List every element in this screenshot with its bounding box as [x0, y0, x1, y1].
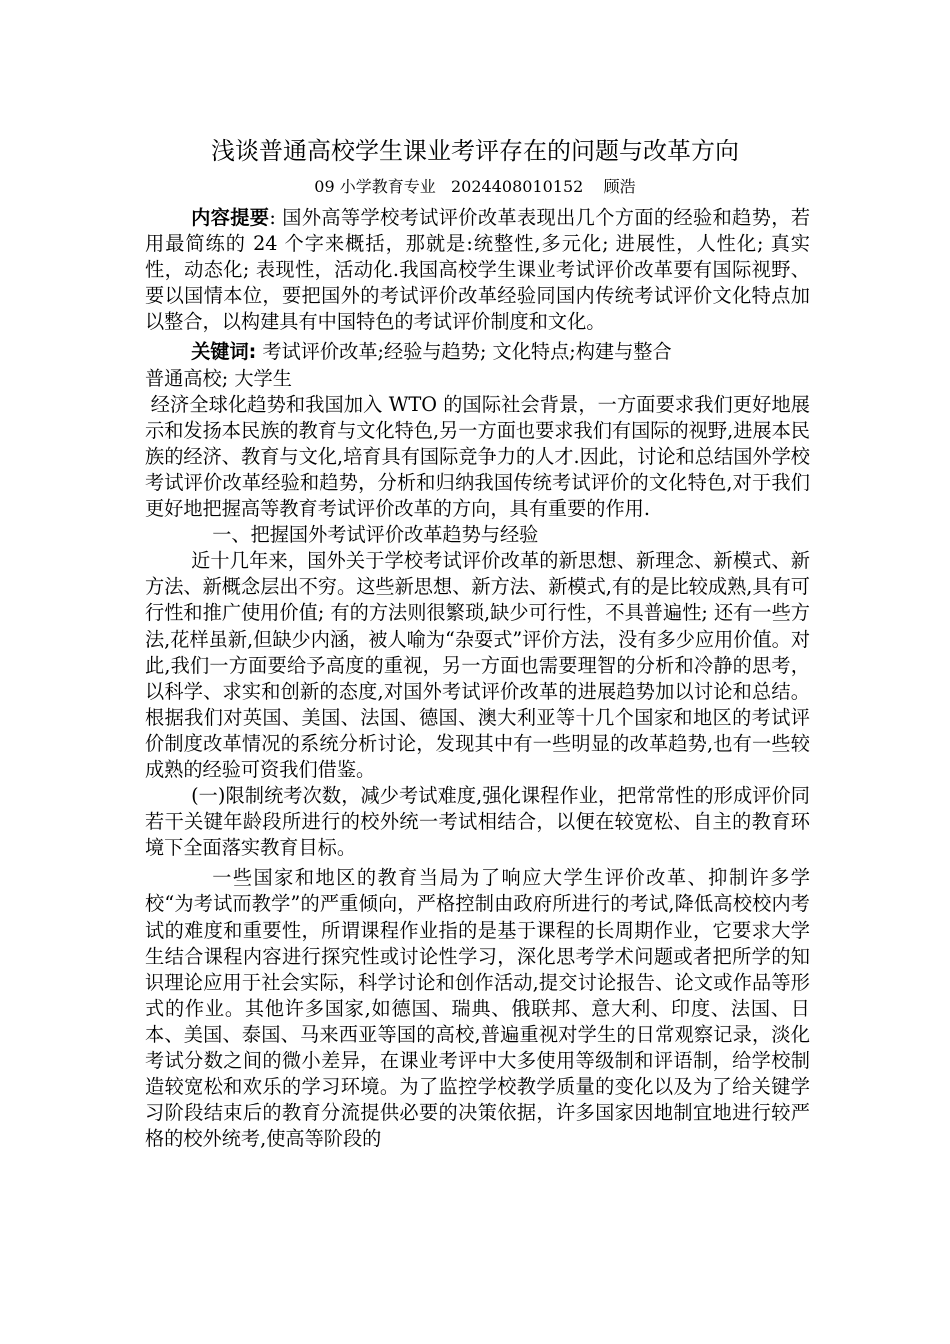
- paper-body: [145, 205, 810, 1152]
- paper-title: 浅谈普通高校学生课业考评存在的问题与改革方向: [211, 137, 739, 165]
- section-heading-1: 一、把握国外考试评价改革趋势与经验: [212, 523, 539, 547]
- abstract-text: : 国外高等学校考试评价改革表现出几个方面的经验和趋势，若用最简练的 24 个字来概括，那就是:统整性,多元化; 进展性，人性化; 真实性，动态化; 表现性，活动化.我国高校学生课业考试评价改革要有国际视野、要以国情本位，要把国外的考试评价改革经验同国内传统考试评价文化特点加以整合，以构建具有中国特色的考试评价制度和文化。: [145, 206, 811, 334]
- keywords-line-2: 普通高校; 大学生: [145, 366, 292, 390]
- keywords-text: 考试评价改革;经验与趋势; 文化特点;构建与整合: [256, 340, 672, 364]
- abstract-label: 内容提要: [191, 206, 270, 229]
- body-paragraph-2: 一些国家和地区的教育当局为了响应大学生评价改革、抑制许多学校“为考试而教学”的严重倾向，严格控制由政府所进行的考试,降低高校校内考试的难度和重要性，所谓课程作业指的是基于课程的长周期作业，它要求大学生结合课程内容进行探究性或讨论性学习，深化思考学术问题或者把所学的知识理论应用于社会实际，科学讨论和创作活动,提交讨论报告、论文或作品等形式的作业。其他许多国家,如德国、瑞典、俄联邦、意大利、印度、法国、日本、美国、泰国、马来西亚等国的高校,普遍重视对学生的日常观察记录，淡化考试分数之间的微小差异，在课业考评中大多使用等级制和评语制，给学校制造较宽松和欢乐的学习环境。为了监控学校教学质量的变化以及为了给关键学习阶段结束后的教育分流提供必要的决策依据，许多国家因地制宜地进行较严格的校外统考,使高等阶段的: [145, 866, 810, 1151]
- keywords-line: [145, 339, 810, 365]
- keywords-label: 关键词:: [191, 340, 257, 364]
- intro-paragraph: 经济全球化趋势和我国加入 WTO 的国际社会背景，一方面要求我们更好地展示和发扬本民族的教育与文化特色,另一方面也要求我们有国际的视野,进展本民族的经济、教育与文化,培育具有国际竞争力的人才.因此，讨论和总结国外学校考试评价改革经验和趋势，分析和归纳我国传统考试评价的文化特色,对于我们更好地把握高等教育考试评价改革的方向，具有重要的作用.: [145, 392, 810, 521]
- author-line: 09 小学教育专业 2024408010152 顾浩: [314, 177, 636, 196]
- subsection-paragraph: (一)限制统考次数，减少考试难度,强化课程作业，把常常性的形成评价同若干关键年龄段所进行的校外统一考试相结合，以便在较宽松、自主的教育环境下全面落实教育目标。: [145, 784, 810, 860]
- body-paragraph: 近十几年来，国外关于学校考试评价改革的新思想、新理念、新模式、新方法、新概念层出不穷。这些新思想、新方法、新模式,有的是比较成熟,具有可行性和推广使用价值; 有的方法则很繁琐,缺少可行性，不具普遍性; 还有一些方法,花样虽新,但缺少内涵，被人喻为“杂耍式”评价方法，没有多少应用价值。对此,我们一方面要给予高度的重视，另一方面也需要理智的分析和冷静的思考，以科学、求实和创新的态度,对国外考试评价改革的进展趋势加以讨论和总结。根据我们对英国、美国、法国、德国、澳大利亚等十几个国家和地区的考试评价制度改革情况的系统分析讨论，发现其中有一些明显的改革趋势,也有一些较成熟的经验可资我们借鉴。: [145, 549, 811, 781]
- abstract-paragraph: [145, 205, 810, 335]
